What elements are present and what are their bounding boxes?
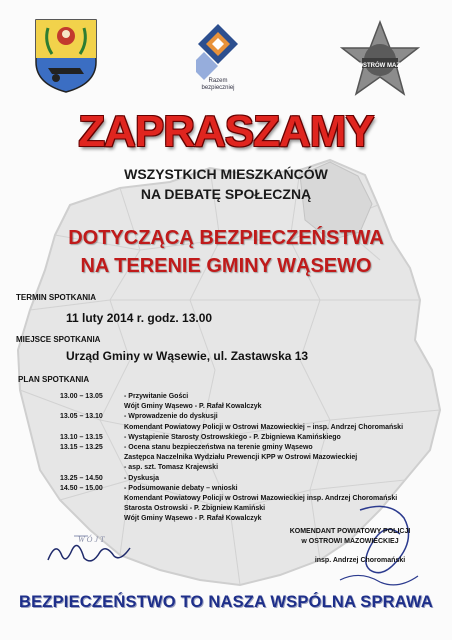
agenda-time: 13.05 – 13.10	[60, 413, 103, 421]
agenda-row	[60, 433, 440, 443]
agenda-time	[60, 453, 124, 463]
wojt-signature-graphic	[44, 530, 134, 570]
agenda-description: - Dyskusja	[124, 474, 160, 482]
police-star-badge-icon	[340, 20, 420, 100]
agenda-description: Wójt Gminy Wąsewo - P. Rafał Kowalczyk	[124, 515, 262, 523]
svg-text:W Ó J T: W Ó J T	[78, 535, 105, 544]
agenda-time	[60, 402, 124, 412]
agenda-description: Komendant Powiatowy Policji w Ostrowi Mazowieckiej – insp. Andrzej Choromański	[124, 423, 404, 431]
agenda-row	[60, 402, 440, 412]
agenda-description: - Ocena stanu bezpieczeństwa na terenie gminy Wąsewo	[124, 444, 313, 452]
agenda-row	[60, 412, 440, 422]
agenda-description: Starosta Ostrowski - P. Zbigniew Kamiński	[124, 505, 266, 513]
agenda-row	[60, 443, 440, 453]
agenda-description: Zastępca Naczelnika Wydziału Prewencji KPP w Ostrowi Mazowieckiej	[124, 454, 358, 462]
komendant-title-line2: w OSTROWI MAZOWIECKIEJ	[301, 538, 399, 545]
agenda-description: - Wystąpienie Starosty Ostrowskiego - P. Zbigniewa Kamińskiego	[124, 433, 341, 441]
razem-caption-line1: Razem	[208, 78, 228, 84]
subtitle-line-2: NA DEBATĘ SPOŁECZNĄ	[140, 186, 312, 202]
miejsce-value: Urząd Gminy w Wąsewie, ul. Zastawska 13	[66, 349, 309, 363]
headline-line-1: DOTYCZĄCĄ BEZPIECZEŃSTWA	[68, 227, 384, 249]
coat-of-arms-icon	[34, 18, 98, 94]
subtitle-line-1: WSZYSTKICH MIESZKAŃCÓW	[124, 166, 328, 182]
agenda-time	[60, 504, 124, 514]
agenda-row	[60, 453, 440, 463]
agenda-time: 13.10 – 13.15	[60, 433, 103, 441]
termin-value: 11 luty 2014 r. godz. 13.00	[66, 311, 213, 325]
agenda-description: - Podsumowanie debaty – wnioski	[124, 484, 238, 492]
razem-logo-caption	[196, 78, 240, 92]
agenda-row	[60, 484, 440, 494]
main-title: ZAPRASZAMY	[78, 107, 374, 156]
agenda-time	[60, 463, 124, 473]
razem-caption-line2: bezpieczniej	[201, 85, 235, 91]
police-badge-label: OSTRÓW MAZ.	[358, 63, 402, 69]
agenda-time	[60, 494, 124, 504]
agenda-time: 13.00 – 13.05	[60, 393, 103, 400]
headline-line-2: NA TERENIE GMINY WĄSEWO	[80, 255, 372, 277]
komendant-name: insp. Andrzej Choromański	[314, 557, 406, 564]
agenda-row	[60, 474, 440, 484]
komendant-title-block	[270, 527, 430, 547]
miejsce-label: MIEJSCE SPOTKANIA	[16, 335, 101, 344]
komendant-title-line1: KOMENDANT POWIATOWY POLICJI	[289, 528, 411, 535]
agenda-time: 13.25 – 14.50	[60, 474, 103, 482]
agenda-description: - Przywitanie Gości	[124, 393, 189, 400]
agenda-time: 13.15 – 13.25	[60, 444, 103, 452]
agenda-description: Wójt Gminy Wąsewo - P. Rafał Kowalczyk	[124, 403, 262, 411]
agenda-row	[60, 392, 440, 402]
agenda-time	[60, 423, 124, 433]
agenda-time: 14.50 – 15.00	[60, 484, 103, 492]
termin-label: TERMIN SPOTKANIA	[16, 293, 96, 302]
agenda-description: - asp. szt. Tomasz Krajewski	[124, 464, 219, 472]
footer-slogan: BEZPIECZEŃSTWO TO NASZA WSPÓLNA SPRAWA	[18, 593, 433, 611]
plan-label: PLAN SPOTKANIA	[18, 375, 90, 384]
agenda-description: - Wprowadzenie do dyskusji	[124, 413, 218, 421]
agenda-row	[60, 423, 440, 433]
agenda-row	[60, 463, 440, 473]
agenda-time	[60, 514, 124, 524]
agenda-description: Komendant Powiatowy Policji w Ostrowi Mazowieckiej insp. Andrzej Choromański	[124, 495, 398, 503]
